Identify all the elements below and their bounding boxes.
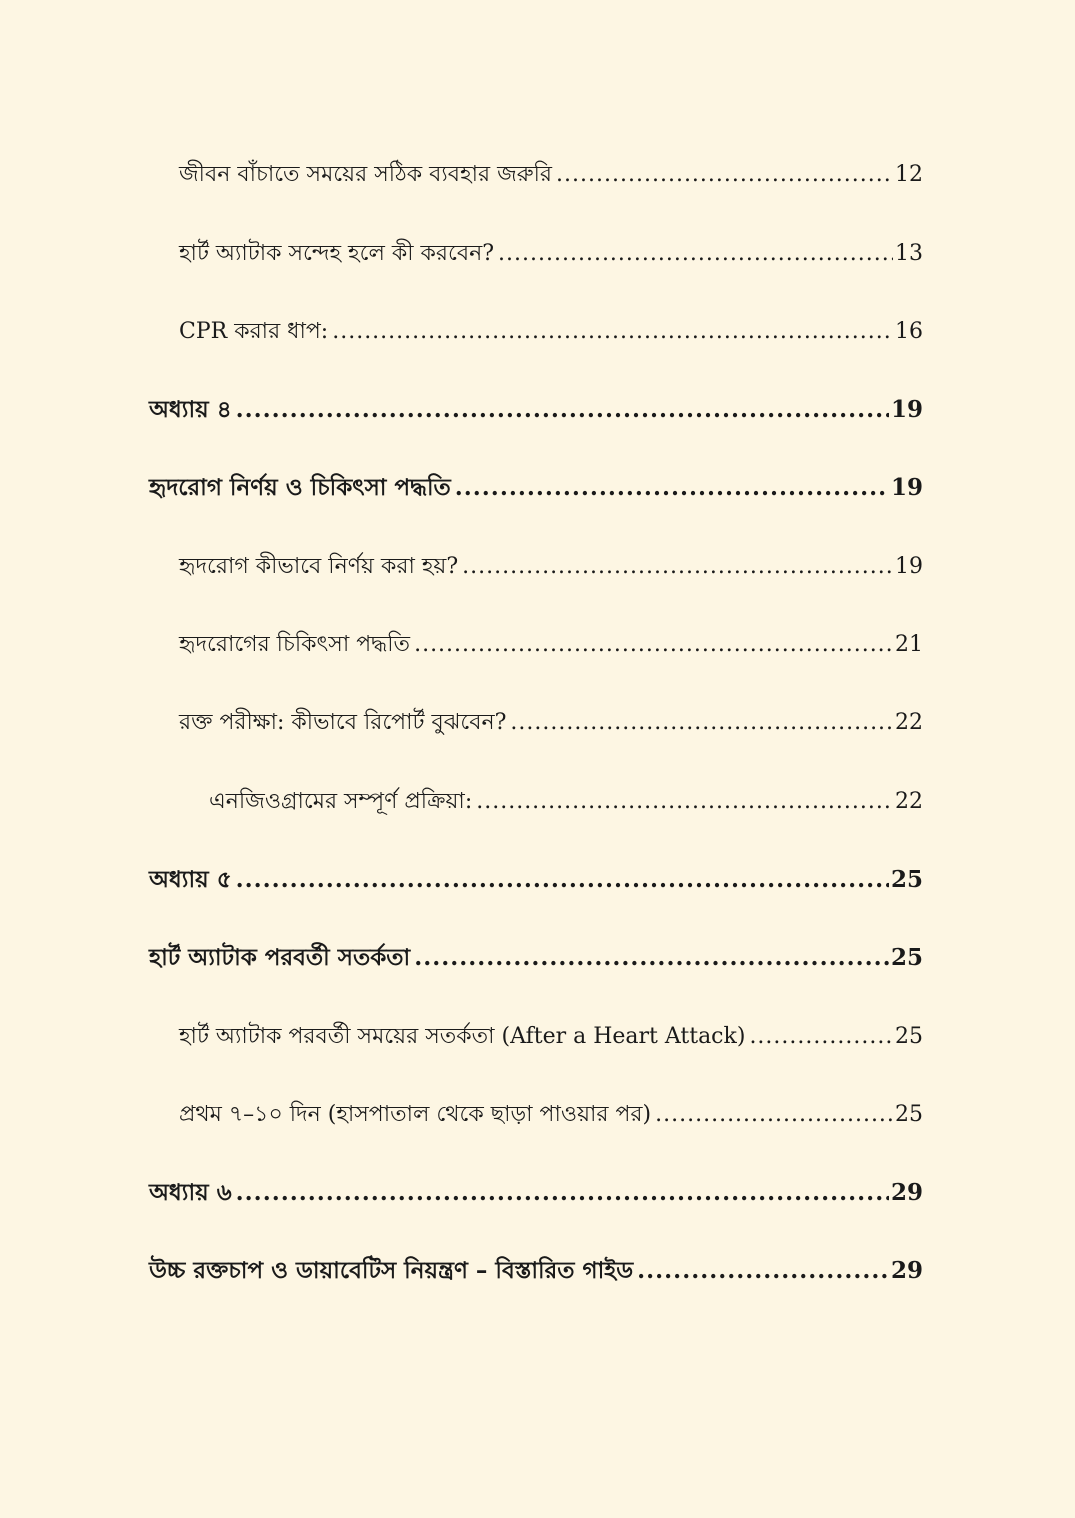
toc-entry-page: 25 <box>890 944 923 971</box>
dot-leader <box>462 549 893 585</box>
toc-entry-page: 25 <box>895 1024 923 1049</box>
toc-entry[interactable] <box>179 236 923 272</box>
toc-entry-page: 16 <box>895 319 923 344</box>
toc-entry-page: 22 <box>895 789 923 814</box>
toc-chapter-entry[interactable] <box>149 862 923 898</box>
dot-leader <box>749 1019 893 1055</box>
toc-chapter-entry[interactable] <box>149 1253 923 1289</box>
toc-entry-page: 22 <box>895 710 923 735</box>
toc-entry-title: CPR করার ধাপ: <box>179 319 329 344</box>
toc-entry-page: 29 <box>890 1179 923 1206</box>
dot-leader <box>236 862 889 898</box>
dot-leader <box>476 784 893 820</box>
toc-entry-page: 25 <box>890 866 923 893</box>
toc-entry-page: 19 <box>890 396 923 423</box>
dot-leader <box>498 236 893 272</box>
toc-entry-page: 25 <box>895 1102 923 1127</box>
toc-entry-title: এনজিওগ্রামের সম্পূর্ণ প্রক্রিয়া: <box>209 789 473 814</box>
toc-entry-page: 19 <box>895 554 923 579</box>
toc-entry-page: 13 <box>895 241 923 266</box>
toc-entry[interactable] <box>179 549 923 585</box>
toc-entry-title: হার্ট অ্যাটাক সন্দেহ হলে কী করবেন? <box>179 241 495 266</box>
dot-leader <box>332 314 893 350</box>
toc-entry-title: অধ্যায় ৬ <box>149 1179 232 1206</box>
toc-entry-page: 12 <box>895 162 923 187</box>
dot-leader <box>637 1253 889 1289</box>
toc-entry-title: প্রথম ৭–১০ দিন (হাসপাতাল থেকে ছাড়া পাওয়ার পর) <box>179 1102 652 1127</box>
dot-leader <box>455 470 889 506</box>
toc-entry[interactable] <box>179 1019 923 1055</box>
toc-entry-title: রক্ত পরীক্ষা: কীভাবে রিপোর্ট বুঝবেন? <box>179 710 507 735</box>
toc-entry-title: হার্ট অ্যাটাক পরবর্তী সতর্কতা <box>149 944 411 971</box>
toc-entry-title: হৃদরোগের চিকিৎসা পদ্ধতি <box>179 632 411 657</box>
toc-entry-title: হৃদরোগ নির্ণয় ও চিকিৎসা পদ্ধতি <box>149 474 451 501</box>
toc-entry[interactable] <box>179 314 923 350</box>
toc-subentry[interactable] <box>209 784 923 820</box>
toc-entry[interactable] <box>179 627 923 663</box>
dot-leader <box>414 940 889 976</box>
toc-entry-page: 29 <box>890 1257 923 1284</box>
toc-entry-page: 21 <box>895 632 923 657</box>
dot-leader <box>510 705 893 741</box>
toc-entry-title: অধ্যায় ৪ <box>149 396 232 423</box>
dot-leader <box>414 627 893 663</box>
toc-chapter-entry[interactable] <box>149 940 923 976</box>
dot-leader <box>655 1097 893 1133</box>
toc-chapter-entry[interactable] <box>149 470 923 506</box>
dot-leader <box>236 1175 889 1211</box>
toc-entry-title: জীবন বাঁচাতে সময়ের সঠিক ব্যবহার জরুরি <box>179 162 553 187</box>
toc-entry-title: উচ্চ রক্তচাপ ও ডায়াবেটিস নিয়ন্ত্রণ – বিস্তারিত গাইড <box>149 1257 634 1284</box>
toc-chapter-entry[interactable] <box>149 1175 923 1211</box>
dot-leader <box>556 157 893 193</box>
toc-entry-title: হার্ট অ্যাটাক পরবর্তী সময়ের সতর্কতা (After a Heart Attack) <box>179 1024 746 1049</box>
toc-entry-page: 19 <box>890 474 923 501</box>
toc-entry[interactable] <box>179 1097 923 1133</box>
toc-entry-title: অধ্যায় ৫ <box>149 866 232 893</box>
toc-entry[interactable] <box>179 705 923 741</box>
toc-entry-title: হৃদরোগ কীভাবে নির্ণয় করা হয়? <box>179 554 459 579</box>
toc-chapter-entry[interactable] <box>149 392 923 428</box>
toc-entry[interactable] <box>179 157 923 193</box>
dot-leader <box>236 392 889 428</box>
